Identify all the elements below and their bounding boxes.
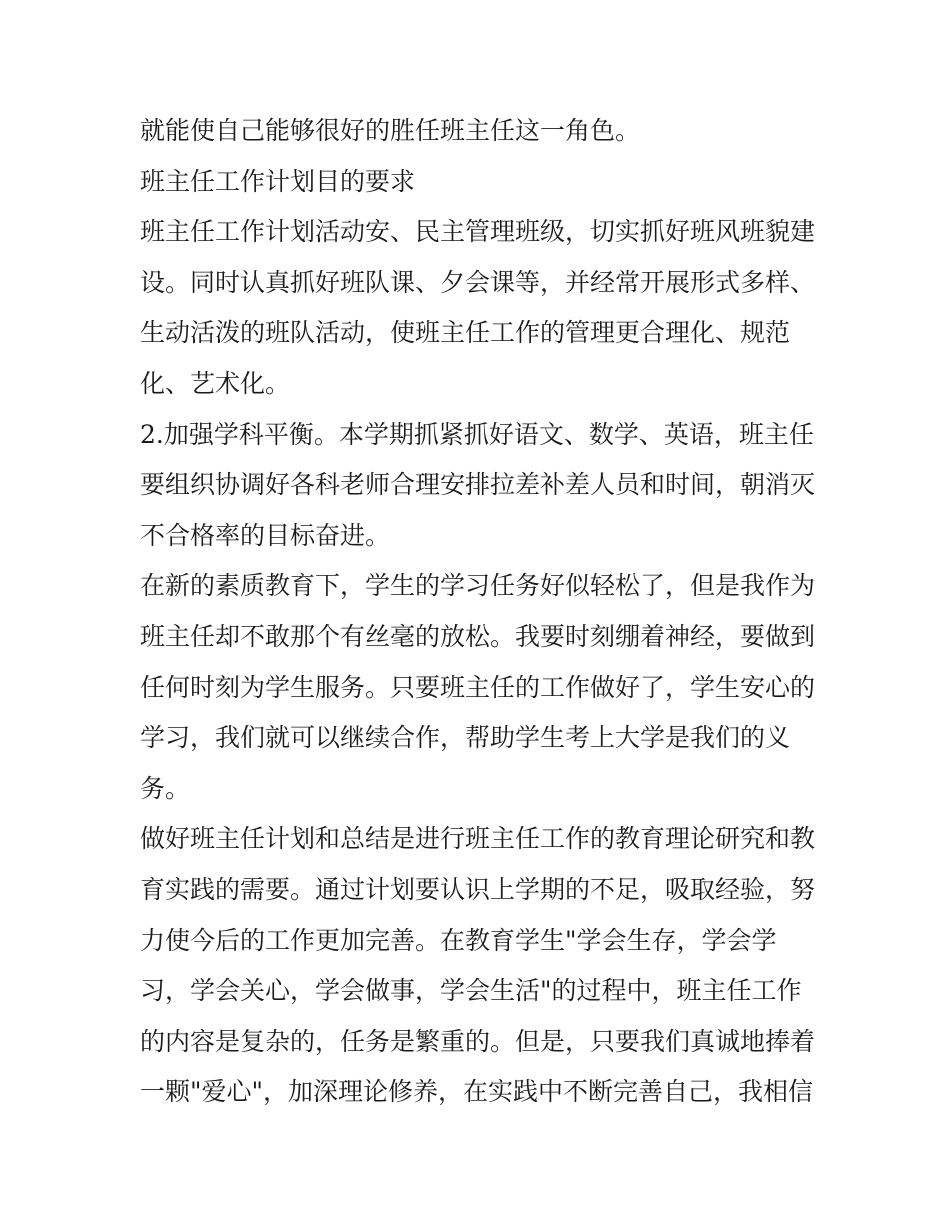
text-line: 育实践的需要。通过计划要认识上学期的不足，吸取经验，努 — [140, 874, 816, 904]
text-line: 一颗"爱心"，加深理论修养，在实践中不断完善自己，我相信 — [140, 1077, 814, 1107]
text-line: 在新的素质教育下，学生的学习任务好似轻松了，但是我作为 — [140, 571, 816, 601]
text-line: 不合格率的目标奋进。 — [140, 520, 391, 550]
text-line: 班主任工作计划活动安、民主管理班级，切实抓好班风班貌建 — [140, 217, 816, 247]
text-line: 要组织协调好各科老师合理安排拉差补差人员和时间，朝消灭 — [140, 470, 816, 500]
text-line: 班主任却不敢那个有丝毫的放松。我要时刻绷着神经，要做到 — [140, 621, 816, 651]
text-line: 做好班主任计划和总结是进行班主任工作的教育理论研究和教 — [140, 824, 816, 854]
text-line: 任何时刻为学生服务。只要班主任的工作做好了，学生安心的 — [140, 672, 816, 702]
text-line: 2.加强学科平衡。本学期抓紧抓好语文、数学、英语，班主任 — [140, 419, 814, 449]
text-line: 习，学会关心，学会做事，学会生活"的过程中，班主任工作 — [140, 976, 802, 1006]
text-line: 学习，我们就可以继续合作，帮助学生考上大学是我们的义 — [140, 723, 791, 753]
text-line: 的内容是复杂的，任务是繁重的。但是，只要我们真诚地捧着 — [140, 1026, 816, 1056]
text-line: 力使今后的工作更加完善。在教育学生"学会生存，学会学 — [140, 925, 777, 955]
text-line: 化、艺术化。 — [140, 368, 291, 398]
text-line: 务。 — [140, 773, 191, 803]
text-line: 就能使自己能够很好的胜任班主任这一角色。 — [140, 116, 641, 145]
document-body — [140, 106, 820, 1118]
text-line: 设。同时认真抓好班队课、夕会课等，并经常开展形式多样、 — [140, 267, 816, 297]
text-line: 生动活泼的班队活动，使班主任工作的管理更合理化、规范 — [140, 318, 791, 348]
section-heading: 班主任工作计划目的要求 — [140, 166, 416, 196]
